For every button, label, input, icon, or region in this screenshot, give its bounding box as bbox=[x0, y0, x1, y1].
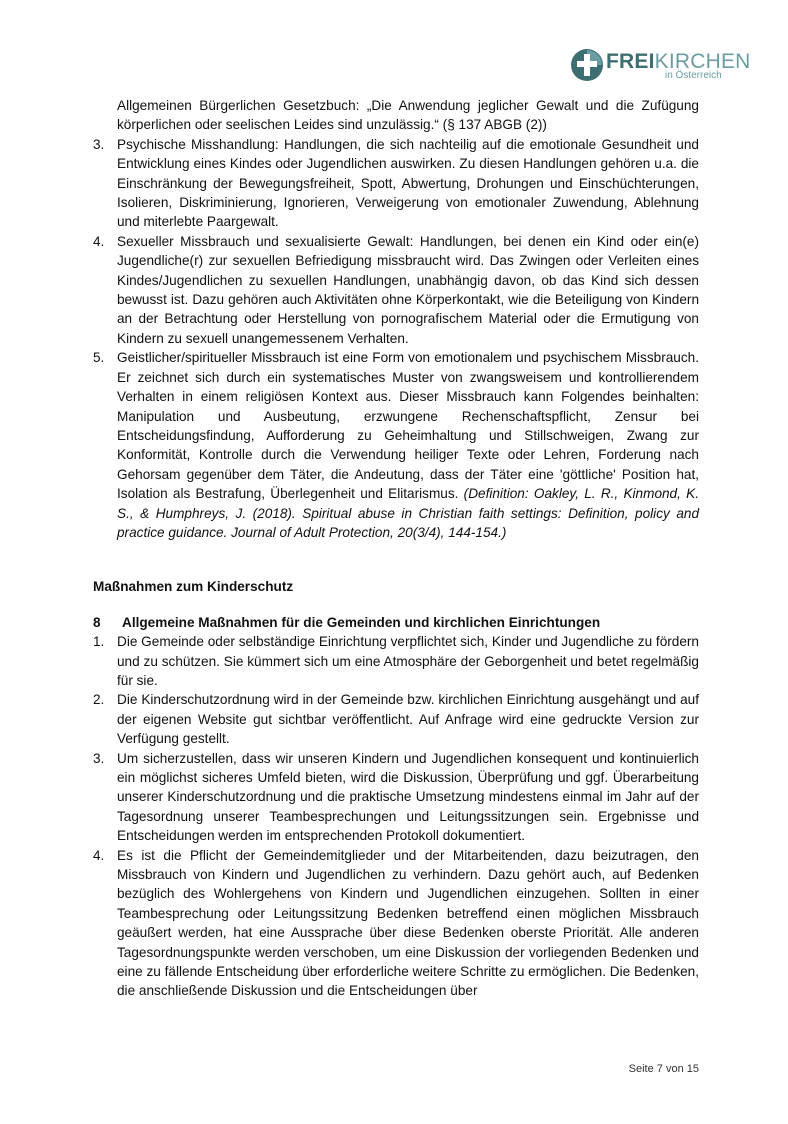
list-item-text: Die Kinderschutzordnung wird in der Gemeinde bzw. kirchlichen Einrichtung ausgehängt und auf der eigenen Website gut sichtbar veröffentlicht. Auf Anfrage wird eine gedruckte Version zur Verfügung gestellt. bbox=[117, 692, 699, 747]
list-item-text: Psychische Misshandlung: Handlungen, die sich nachteilig auf die emotionale Gesundheit und Entwicklung eines Kindes oder Jugendlichen auswirken. Zu diesen Handlungen gehören u.a. die Einschränkung der Bewegungsfreiheit, Spott, Abwertung, Drohungen und Einschüchterungen, Isolieren, Diskriminierung, Ignorieren, Verweigerung von emotionaler Zuwendung, Ablehnung und miterlebte Paargewalt. bbox=[117, 136, 699, 230]
list-item bbox=[93, 690, 699, 748]
list-item bbox=[93, 846, 699, 1001]
list-item bbox=[93, 632, 699, 690]
list-item-number: 5. bbox=[93, 350, 105, 366]
document-body bbox=[93, 96, 699, 1001]
logo-brand-light: KIRCHEN bbox=[654, 50, 751, 73]
subsection-heading bbox=[93, 613, 699, 632]
list-item bbox=[93, 749, 699, 846]
cross-circle-logo-icon bbox=[570, 48, 604, 82]
list-item-text: Sexueller Missbrauch und sexualisierte Gewalt: Handlungen, bei denen ein Kind oder ein(e) Jugendliche(r) zur sexuellen Befriedigung missbraucht wird. Das Zwingen oder Verleiten eines Kindes/Jugendlichen zu sexuellen Handlungen, unabhängig davon, ob das Kind sich dessen bewusst ist. Dazu gehören auch Aktivitäten ohne Körperkontakt, wie die Beteiligung von Kindern an der Betrachtung oder Herstellung von pornografischem Material oder die Ermutigung von Kindern zu sexuell unangemessenem Verhalten. bbox=[117, 233, 699, 346]
list-item-number: 2. bbox=[93, 692, 105, 708]
page-number: Seite 7 von 15 bbox=[628, 1063, 699, 1075]
subsection-number: 8 bbox=[93, 614, 101, 630]
list-item-text: Es ist die Pflicht der Gemeindemitglieder und der Mitarbeitenden, dazu beizutragen, den Missbrauch von Kindern und Jugendlichen zu verhindern. Dazu gehört auch, auf Bedenken bezüglich des Wohlergehens von Kindern und Jugendlichen einzugehen. Sollten in einer Teambesprechung oder Leitungssitzung Bedenken betreffend einen möglichen Missbrauch geäußert werden, hat eine Aussprache über diese Bedenken oberste Priorität. Alle anderen Tagesordnungspunkte werden verschoben, um eine Diskussion der vorliegenden Bedenken und eine zu fällende Entscheidung über erforderliche weitere Schritte zu ermöglichen. Die Bedenken, die anschließende Diskussion und die Entscheidungen über bbox=[117, 847, 699, 999]
list-item-text: Die Gemeinde oder selbständige Einrichtung verpflichtet sich, Kinder und Jugendliche zu fördern und zu schützen. Sie kümmert sich um eine Atmosphäre der Geborgenheit und betet regelmäßig für sie. bbox=[117, 634, 699, 688]
list-item-citation: (Definition: Oakley, L. R., Kinmond, K. S., & Humphreys, J. (2018). Spiritual abuse in Christian faith settings: Definition, policy and practice guidance. Journal of Adult Protection, 20(3/4), 144-154.) bbox=[117, 486, 700, 540]
freikirchen-logo bbox=[570, 48, 770, 88]
list-item-number: 3. bbox=[93, 136, 105, 152]
list-item-text: Geistlicher/spiritueller Missbrauch ist eine Form von emotionalem und psychischem Missbrauch. Er zeichnet sich durch ein systematisches Muster von zwangsweisem und kontrollierendem Verhalten in einem religiösen Kontext aus. Dieser Missbrauch kann Folgendes beinhalten: Manipulation und Ausbeutung, erzwungene Rechenschaftspflicht, Zensur bei Entscheidungsfindung, Aufforderung zu Geheimhaltung und Stillschweigen, Zwang zur Konformität, Kontrolle durch die Verwendung heiliger Texte oder Lehren, Forderung nach Gehorsam gegenüber dem Täter, die Andeutung, dass der Täter eine 'göttliche' Position hat, Isolation als Bestrafung, Überlegenheit und Elitarismus. bbox=[117, 350, 699, 502]
list-item-text: Um sicherzustellen, dass wir unseren Kindern und Jugendlichen konsequent und kontinuierlich ein möglichst sicheres Umfeld bieten, wird die Diskussion, Überprüfung und ggf. Überarbeitung unserer Kinderschutzordnung und die praktische Umsetzung mindestens einmal im Jahr auf der Tagesordnung unserer Teambesprechungen und Leitungssitzungen sein. Ergebnisse und Entscheidungen werden im entsprechenden Protokoll dokumentiert. bbox=[117, 750, 699, 844]
logo-brand-bold: FREI bbox=[606, 50, 655, 73]
logo-tagline: in Österreich bbox=[665, 70, 722, 81]
list-item bbox=[93, 348, 699, 542]
list-item-number: 4. bbox=[93, 847, 105, 863]
list-item-number: 1. bbox=[93, 634, 105, 650]
list-item bbox=[93, 232, 699, 348]
measures-list bbox=[93, 632, 699, 1001]
list-item-number: 3. bbox=[93, 750, 105, 766]
list-item-number: 4. bbox=[93, 233, 105, 249]
abuse-types-list bbox=[93, 135, 699, 543]
list-item bbox=[93, 135, 699, 232]
section-heading: Maßnahmen zum Kinderschutz bbox=[93, 579, 294, 595]
subsection-title: Allgemeine Maßnahmen für die Gemeinden und kirchlichen Einrichtungen bbox=[122, 614, 601, 630]
intro-continuation: Allgemeinen Bürgerlichen Gesetzbuch: „Die Anwendung jeglicher Gewalt und die Zufügung körperlichen oder seelischen Leides sind unzulässig.“ (§ 137 ABGB (2)) bbox=[117, 98, 699, 133]
